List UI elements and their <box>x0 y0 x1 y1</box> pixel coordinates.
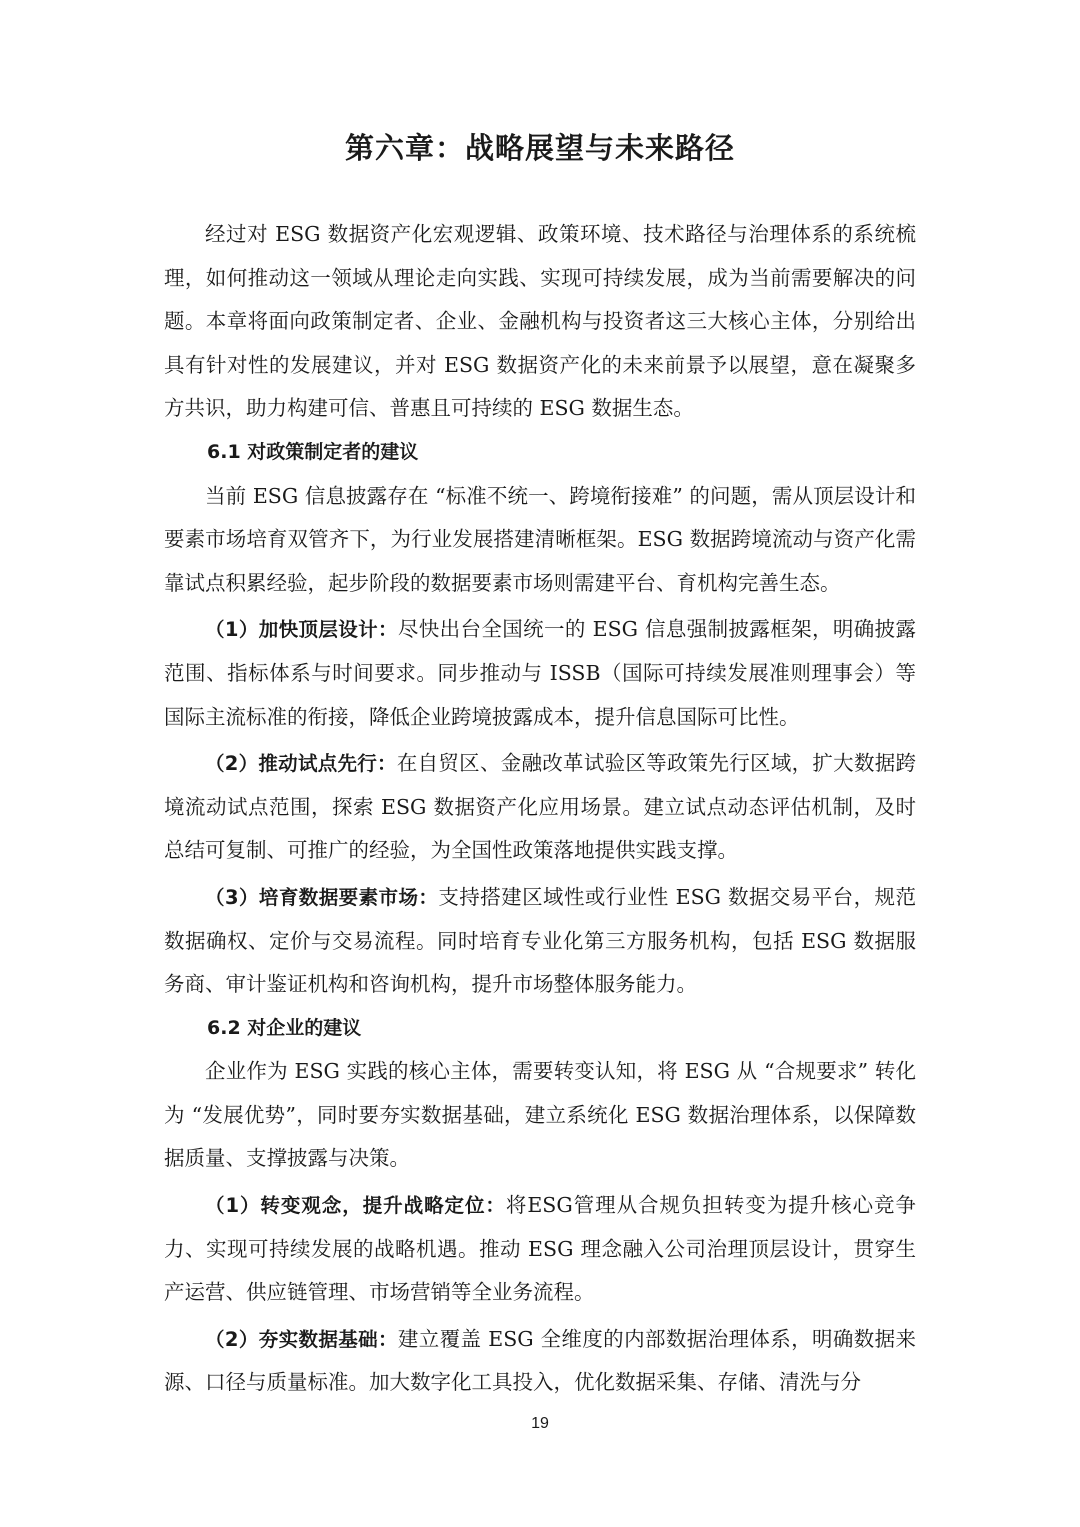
section-6-2-intro-paragraph: 企业作为 ESG 实践的核心主体，需要转变认知，将 ESG 从 “合规要求” 转化为 “发展优势”，同时要夯实数据基础，建立系统化 ESG 数据治理体系，以保障数据质量、支撑披露与决策。 <box>164 1059 916 1171</box>
recommendation-item-text: 在自贸区、金融改革试验区等政策先行区域，扩大数据跨境流动试点范围，探索 ESG 数据资产化应用场景。建立试点动态评估机制，及时总结可复制、可推广的经验，为全国性政策落地提供实践支撑。 <box>164 751 916 863</box>
section-heading-6-1: 6.1 对政策制定者的建议 <box>207 440 419 463</box>
recommendation-item-lead: （1）加快顶层设计： <box>205 618 398 642</box>
chapter-title: 第六章：战略展望与未来路径 <box>344 131 735 165</box>
recommendation-item-lead: （3）培育数据要素市场： <box>205 885 439 909</box>
recommendation-item-text: 尽快出台全国统一的 ESG 信息强制披露框架，明确披露范围、指标体系与时间要求。同步推动与 ISSB（国际可持续发展准则理事会）等国际主流标准的衔接，降低企业跨境披露成本，提升信息国际可比性。 <box>164 617 916 729</box>
recommendation-item <box>164 1184 916 1315</box>
recommendation-item-text: 支持搭建区域性或行业性 ESG 数据交易平台，规范数据确权、定价与交易流程。同时培育专业化第三方服务机构，包括 ESG 数据服务商、审计鉴证机构和咨询机构，提升市场整体服务能力。 <box>164 884 916 997</box>
recommendation-item <box>164 608 916 739</box>
recommendation-item-lead: （1）转变观念，提升战略定位： <box>205 1194 506 1218</box>
recommendation-item <box>164 1318 916 1405</box>
recommendation-item <box>164 876 916 1007</box>
section-heading-6-2: 6.2 对企业的建议 <box>207 1016 362 1039</box>
recommendation-item-lead: （2）夯实数据基础： <box>205 1327 398 1351</box>
recommendation-item-text: 建立覆盖 ESG 全维度的内部数据治理体系，明确数据来源、口径与质量标准。加大数字化工具投入，优化数据采集、存储、清洗与分 <box>164 1326 916 1395</box>
page-number: 19 <box>531 1415 549 1432</box>
document-body <box>164 213 916 1405</box>
recommendation-item-text: 将ESG管理从合规负担转变为提升核心竞争力、实现可持续发展的战略机遇。推动 ESG 理念融入公司治理顶层设计，贯穿生产运营、供应链管理、市场营销等全业务流程。 <box>164 1193 916 1305</box>
recommendation-item-lead: （2）推动试点先行： <box>205 752 397 776</box>
section-6-1-intro-paragraph: 当前 ESG 信息披露存在 “标准不统一、跨境衔接难” 的问题，需从顶层设计和要素市场培育双管齐下，为行业发展搭建清晰框架。ESG 数据跨境流动与资产化需靠试点积累经验，起步阶段的数据要素市场则需建平台、育机构完善生态。 <box>164 483 916 595</box>
chapter-intro-paragraph: 经过对 ESG 数据资产化宏观逻辑、政策环境、技术路径与治理体系的系统梳理，如何推动这一领域从理论走向实践、实现可持续发展，成为当前需要解决的问题。本章将面向政策制定者、企业、金融机构与投资者这三大核心主体，分别给出具有针对性的发展建议，并对 ESG 数据资产化的未来前景予以展望，意在凝聚多方共识，助力构建可信、普惠且可持续的 ESG 数据生态。 <box>164 222 916 421</box>
recommendation-item <box>164 742 916 873</box>
